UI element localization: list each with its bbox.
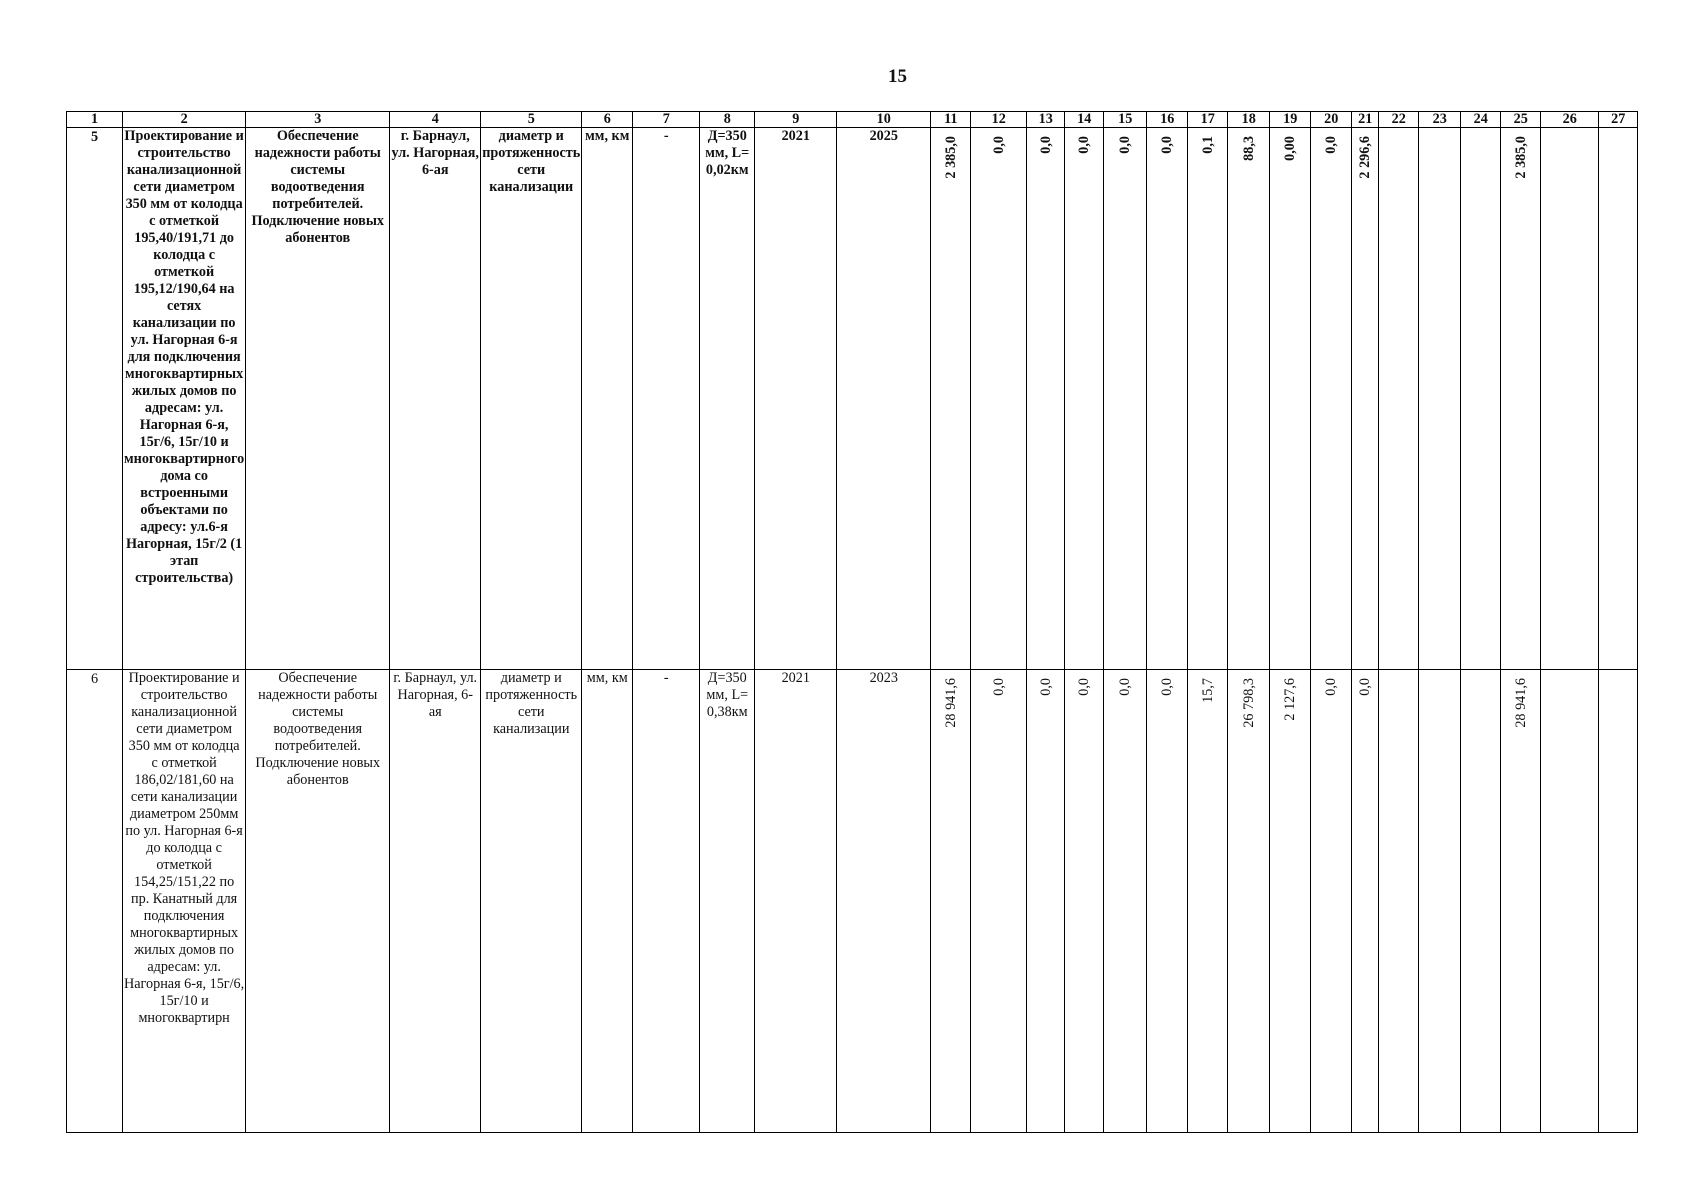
start-year-cell: 2021 bbox=[755, 128, 837, 670]
empty-cell bbox=[1379, 128, 1419, 670]
column-header: 7 bbox=[633, 112, 700, 128]
column-header: 12 bbox=[971, 112, 1027, 128]
empty-cell bbox=[1599, 128, 1638, 670]
unit-cell: мм, км bbox=[582, 670, 633, 1133]
empty-cell bbox=[1599, 670, 1638, 1133]
amount-cell bbox=[1270, 670, 1311, 1133]
amount-cell bbox=[971, 670, 1027, 1133]
column-header: 23 bbox=[1419, 112, 1461, 128]
amount-value: 0,0 bbox=[990, 136, 1007, 154]
amount-value: 15,7 bbox=[1199, 678, 1216, 703]
empty-cell bbox=[1541, 128, 1599, 670]
amount-cell bbox=[1228, 670, 1270, 1133]
amount-cell bbox=[1501, 128, 1541, 670]
amount-value: 0,0 bbox=[1323, 678, 1340, 696]
amount-value: 0,0 bbox=[1159, 136, 1176, 154]
column-header: 13 bbox=[1027, 112, 1065, 128]
amount-cell bbox=[931, 670, 971, 1133]
amount-cell bbox=[1270, 128, 1311, 670]
amount-cell bbox=[1228, 128, 1270, 670]
amount-cell bbox=[1027, 128, 1065, 670]
amount-value: 0,0 bbox=[1037, 136, 1054, 154]
row-number: 5 bbox=[67, 128, 123, 670]
column-header: 3 bbox=[246, 112, 390, 128]
empty-cell bbox=[1541, 670, 1599, 1133]
amount-value: 0,1 bbox=[1199, 136, 1216, 154]
empty-cell bbox=[1419, 670, 1461, 1133]
amount-cell bbox=[931, 128, 971, 670]
amount-cell bbox=[1311, 128, 1352, 670]
amount-value: 28 941,6 bbox=[1512, 678, 1529, 728]
amount-value: 2 296,6 bbox=[1357, 136, 1374, 179]
column-header: 4 bbox=[390, 112, 481, 128]
amount-value: 0,0 bbox=[1076, 678, 1093, 696]
end-year-cell: 2025 bbox=[837, 128, 931, 670]
column-header: 5 bbox=[481, 112, 582, 128]
amount-cell bbox=[1352, 128, 1379, 670]
column-header: 24 bbox=[1461, 112, 1501, 128]
amount-value: 0,0 bbox=[1323, 136, 1340, 154]
amount-value: 0,0 bbox=[1076, 136, 1093, 154]
column-header: 21 bbox=[1352, 112, 1379, 128]
column-header: 6 bbox=[582, 112, 633, 128]
value-after-cell: Д=350 мм, L= 0,38км bbox=[700, 670, 755, 1133]
empty-cell bbox=[1419, 128, 1461, 670]
amount-value: 2 385,0 bbox=[942, 136, 959, 179]
amount-cell bbox=[1147, 670, 1188, 1133]
start-year-cell: 2021 bbox=[755, 670, 837, 1133]
location-cell: г. Барнаул, ул. Нагорная, 6-ая bbox=[390, 128, 481, 670]
investment-program-table bbox=[66, 111, 1638, 1133]
end-year-cell: 2023 bbox=[837, 670, 931, 1133]
table-row bbox=[67, 670, 1638, 1133]
purpose-cell: Обеспечение надежности работы системы водоотведения потребителей. Подключение новых абонентов bbox=[246, 670, 390, 1133]
column-header: 20 bbox=[1311, 112, 1352, 128]
column-header: 17 bbox=[1188, 112, 1228, 128]
amount-value: 0,0 bbox=[1159, 678, 1176, 696]
location-cell: г. Барнаул, ул. Нагорная, 6-ая bbox=[390, 670, 481, 1133]
purpose-cell: Обеспечение надежности работы системы водоотведения потребителей. Подключение новых абонентов bbox=[246, 128, 390, 670]
table-row bbox=[67, 128, 1638, 670]
amount-cell bbox=[1104, 128, 1147, 670]
column-header: 8 bbox=[700, 112, 755, 128]
amount-value: 2 385,0 bbox=[1512, 136, 1529, 179]
amount-cell bbox=[1188, 128, 1228, 670]
value-before-cell: - bbox=[633, 670, 700, 1133]
column-number-row bbox=[67, 112, 1638, 128]
amount-cell bbox=[971, 128, 1027, 670]
column-header: 22 bbox=[1379, 112, 1419, 128]
value-before-cell: - bbox=[633, 128, 700, 670]
page-number: 15 bbox=[888, 66, 907, 87]
amount-cell bbox=[1027, 670, 1065, 1133]
amount-cell bbox=[1065, 670, 1104, 1133]
column-header: 15 bbox=[1104, 112, 1147, 128]
row-number: 6 bbox=[67, 670, 123, 1133]
amount-value: 88,3 bbox=[1240, 136, 1257, 161]
empty-cell bbox=[1461, 128, 1501, 670]
amount-value: 28 941,6 bbox=[942, 678, 959, 728]
amount-cell bbox=[1311, 670, 1352, 1133]
amount-value: 0,0 bbox=[1037, 678, 1054, 696]
parameter-cell: диаметр и протяженность сети канализации bbox=[481, 128, 582, 670]
column-header: 1 bbox=[67, 112, 123, 128]
project-name-cell: Проектирование и строительство канализационной сети диаметром 350 мм от колодца с отметкой 186,02/181,60 на сети канализации диаметром 250мм по ул. Нагорная 6-я до колодца с отметкой 154,25/151,22 по пр. Канатный для подключения многоквартирных жилых домов по адресам: ул. Нагорная 6-я, 15г/6, 15г/10 и многоквартирн bbox=[123, 670, 246, 1133]
amount-value: 0,0 bbox=[1357, 678, 1374, 696]
amount-value: 0,0 bbox=[1117, 678, 1134, 696]
column-header: 10 bbox=[837, 112, 931, 128]
amount-value: 26 798,3 bbox=[1240, 678, 1257, 728]
project-name-cell: Проектирование и строительство канализационной сети диаметром 350 мм от колодца с отметкой 195,40/191,71 до колодца с отметкой 195,12/190,64 на сетях канализации по ул. Нагорная 6-я для подключения многоквартирных жилых домов по адресам: ул. Нагорная 6-я, 15г/6, 15г/10 и многоквартирного дома со встроенными объектами по адресу: ул.6-я Нагорная, 15г/2 (1 этап строительства) bbox=[123, 128, 246, 670]
column-header: 25 bbox=[1501, 112, 1541, 128]
column-header: 2 bbox=[123, 112, 246, 128]
value-after-cell: Д=350 мм, L= 0,02км bbox=[700, 128, 755, 670]
amount-value: 0,0 bbox=[990, 678, 1007, 696]
column-header: 14 bbox=[1065, 112, 1104, 128]
amount-cell bbox=[1188, 670, 1228, 1133]
empty-cell bbox=[1461, 670, 1501, 1133]
column-header: 18 bbox=[1228, 112, 1270, 128]
empty-cell bbox=[1379, 670, 1419, 1133]
parameter-cell: диаметр и протяженность сети канализации bbox=[481, 670, 582, 1133]
amount-cell bbox=[1352, 670, 1379, 1133]
column-header: 27 bbox=[1599, 112, 1638, 128]
amount-cell bbox=[1501, 670, 1541, 1133]
unit-cell: мм, км bbox=[582, 128, 633, 670]
column-header: 16 bbox=[1147, 112, 1188, 128]
amount-cell bbox=[1104, 670, 1147, 1133]
column-header: 9 bbox=[755, 112, 837, 128]
amount-cell bbox=[1065, 128, 1104, 670]
amount-value: 0,00 bbox=[1282, 136, 1299, 161]
amount-cell bbox=[1147, 128, 1188, 670]
amount-value: 2 127,6 bbox=[1282, 678, 1299, 721]
column-header: 11 bbox=[931, 112, 971, 128]
column-header: 26 bbox=[1541, 112, 1599, 128]
column-header: 19 bbox=[1270, 112, 1311, 128]
amount-value: 0,0 bbox=[1117, 136, 1134, 154]
